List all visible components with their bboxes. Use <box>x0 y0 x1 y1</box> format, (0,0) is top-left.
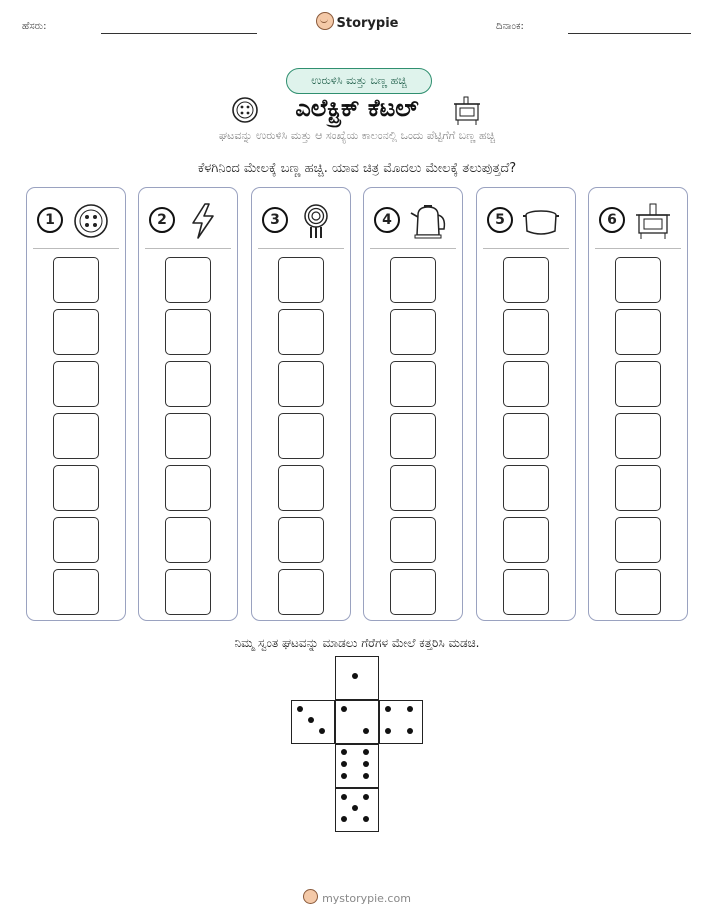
die-pip <box>352 673 358 679</box>
column-divider <box>33 248 119 249</box>
color-box[interactable] <box>53 257 99 303</box>
coil-icon <box>296 201 336 241</box>
column-3 <box>251 187 351 621</box>
color-box[interactable] <box>165 517 211 563</box>
die-pip <box>363 773 369 779</box>
brand-logo <box>0 12 714 31</box>
die-pip <box>385 728 391 734</box>
color-box[interactable] <box>53 413 99 459</box>
color-box[interactable] <box>615 361 661 407</box>
die-pip <box>363 749 369 755</box>
color-box[interactable] <box>615 413 661 459</box>
column-4 <box>363 187 463 621</box>
subtitle: ಘಟವನ್ನು ಉರುಳಿಸಿ ಮತ್ತು ಆ ಸಂಖ್ಯೆಯ ಕಾಲಂನಲ್ಲಿ ಒಂದು ಪೆಟ್ಟಿಗೆಗೆ ಬಣ್ಣ ಹಚ್ಚಿ <box>218 129 496 142</box>
column-6 <box>588 187 688 621</box>
color-box[interactable] <box>503 569 549 615</box>
color-box[interactable] <box>278 465 324 511</box>
footer <box>0 889 714 905</box>
color-box[interactable] <box>615 257 661 303</box>
color-box[interactable] <box>278 309 324 355</box>
color-box[interactable] <box>53 517 99 563</box>
die-pip <box>297 706 303 712</box>
color-box[interactable] <box>278 257 324 303</box>
stove-icon <box>633 201 673 241</box>
kettle-icon <box>408 201 448 241</box>
die-face-right <box>379 700 423 744</box>
die-face-left <box>291 700 335 744</box>
color-box[interactable] <box>503 413 549 459</box>
die-face-bottom <box>335 788 379 832</box>
lightning-bolt-icon <box>183 201 223 241</box>
instruction-text: ನಿಮ್ಮ ಸ್ವಂತ ಘಟವನ್ನು ಮಾಡಲು ಗೆರೆಗಳ ಮೇಲೆ ಕತ್ತರಿಸಿ ಮಡಚಿ. <box>234 636 480 650</box>
column-number: 2 <box>149 207 175 233</box>
die-pip <box>363 761 369 767</box>
column-5 <box>476 187 576 621</box>
color-box[interactable] <box>165 257 211 303</box>
color-box[interactable] <box>53 465 99 511</box>
color-box[interactable] <box>165 309 211 355</box>
color-box[interactable] <box>53 569 99 615</box>
button-icon <box>71 201 111 241</box>
color-box[interactable] <box>615 309 661 355</box>
column-number: 5 <box>487 207 513 233</box>
column-divider <box>483 248 569 249</box>
column-number: 4 <box>374 207 400 233</box>
color-box[interactable] <box>615 465 661 511</box>
color-box[interactable] <box>278 517 324 563</box>
color-box[interactable] <box>503 517 549 563</box>
name-label: ಹೆಸರು: <box>22 21 47 32</box>
color-box[interactable] <box>165 465 211 511</box>
die-pip <box>308 717 314 723</box>
die-pip <box>363 816 369 822</box>
color-box[interactable] <box>390 465 436 511</box>
color-box[interactable] <box>503 465 549 511</box>
color-box[interactable] <box>503 309 549 355</box>
page-title: ಎಲೆಕ್ಟ್ರಿಕ್ ಕೆಟಲ್ <box>295 94 419 122</box>
color-box[interactable] <box>615 569 661 615</box>
color-box[interactable] <box>390 517 436 563</box>
activity-badge: ಉರುಳಿಸಿ ಮತ್ತು ಬಣ್ಣ ಹಚ್ಚಿ <box>286 68 432 94</box>
color-box[interactable] <box>165 569 211 615</box>
die-pip <box>341 773 347 779</box>
color-box[interactable] <box>278 413 324 459</box>
brand-name: Storypie <box>336 16 399 31</box>
color-box[interactable] <box>390 569 436 615</box>
column-number: 1 <box>37 207 63 233</box>
column-divider <box>145 248 231 249</box>
color-box[interactable] <box>165 413 211 459</box>
die-pip <box>363 728 369 734</box>
column-number: 6 <box>599 207 625 233</box>
color-box[interactable] <box>503 257 549 303</box>
name-line <box>101 33 257 34</box>
footer-url: mystorypie.com <box>322 892 411 905</box>
color-box[interactable] <box>390 257 436 303</box>
color-box[interactable] <box>503 361 549 407</box>
color-box[interactable] <box>53 309 99 355</box>
die-face-lower <box>335 744 379 788</box>
question: ಕೆಳಗಿನಿಂದ ಮೇಲಕ್ಕೆ ಬಣ್ಣ ಹಚ್ಚಿ. ಯಾವ ಚಿತ್ರ ಮೊದಲು ಮೇಲಕ್ಕೆ ತಲುಪುತ್ತದೆ? <box>197 161 517 176</box>
column-divider <box>258 248 344 249</box>
column-1 <box>26 187 126 621</box>
date-line <box>568 33 691 34</box>
mascot-icon <box>303 889 318 904</box>
stove-icon <box>452 94 482 126</box>
color-box[interactable] <box>390 361 436 407</box>
die-face-center <box>335 700 379 744</box>
die-pip <box>341 761 347 767</box>
die-pip <box>341 706 347 712</box>
column-divider <box>595 248 681 249</box>
mascot-icon <box>316 12 334 30</box>
column-2 <box>138 187 238 621</box>
color-box[interactable] <box>615 517 661 563</box>
die-pip <box>341 816 347 822</box>
color-box[interactable] <box>390 309 436 355</box>
color-box[interactable] <box>390 413 436 459</box>
color-box[interactable] <box>53 361 99 407</box>
die-pip <box>352 805 358 811</box>
die-pip <box>319 728 325 734</box>
date-label: ದಿನಾಂಕ: <box>496 21 524 32</box>
color-box[interactable] <box>278 569 324 615</box>
color-box[interactable] <box>278 361 324 407</box>
column-number: 3 <box>262 207 288 233</box>
pot-icon <box>521 201 561 241</box>
column-divider <box>370 248 456 249</box>
die-pip <box>363 794 369 800</box>
die-pip <box>407 706 413 712</box>
die-pip <box>407 728 413 734</box>
die-pip <box>341 749 347 755</box>
die-face-top <box>335 656 379 700</box>
color-box[interactable] <box>165 361 211 407</box>
die-pip <box>385 706 391 712</box>
die-pip <box>341 794 347 800</box>
